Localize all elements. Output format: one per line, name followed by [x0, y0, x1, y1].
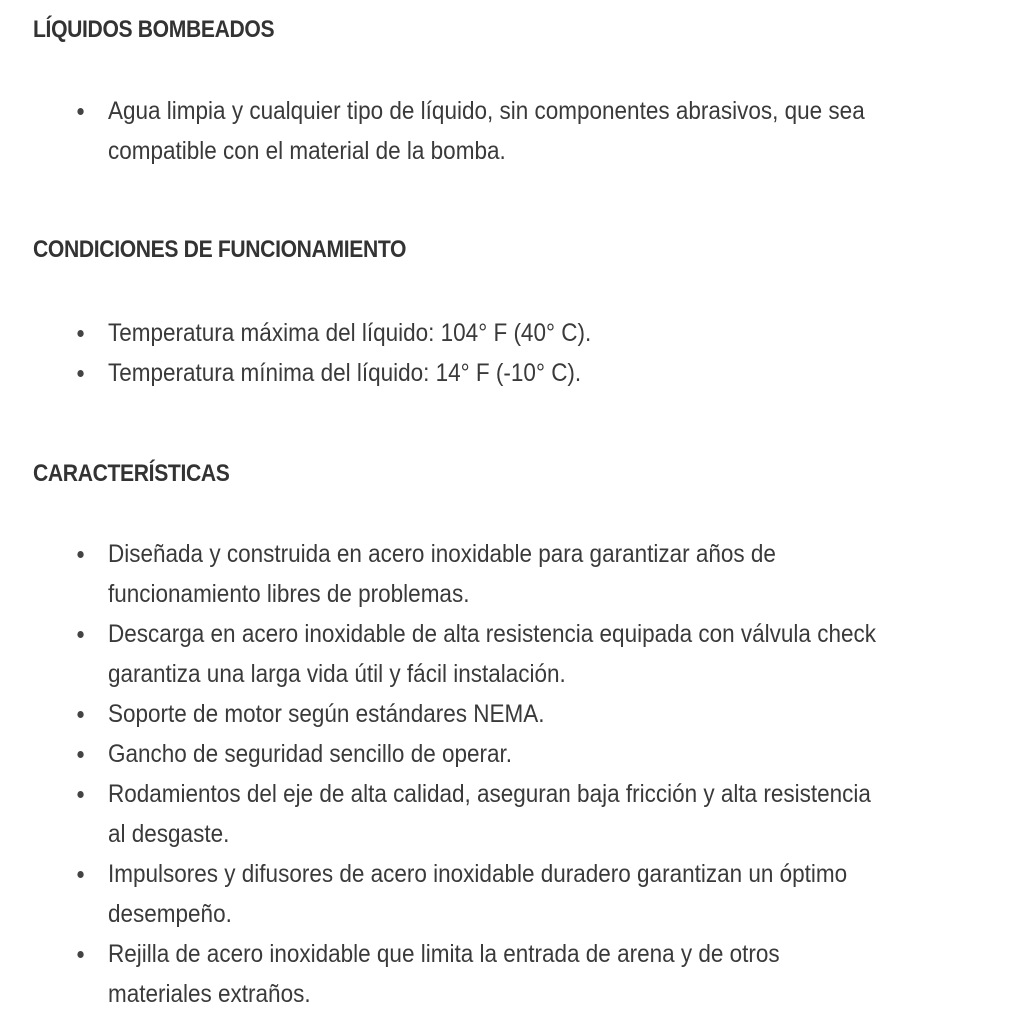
section-heading-caracteristicas: CARACTERÍSTICAS	[33, 460, 230, 487]
bullet-icon	[77, 711, 83, 718]
list-item: Descarga en acero inoxidable de alta resistencia equipada con válvula check garantiza una larga vida útil y fácil instalación.	[0, 614, 882, 694]
list-item: Soporte de motor según estándares NEMA.	[0, 694, 882, 734]
list-item: Gancho de seguridad sencillo de operar.	[0, 734, 882, 774]
bullet-icon	[77, 631, 83, 638]
section-heading-condiciones: CONDICIONES DE FUNCIONAMIENTO	[33, 236, 407, 263]
list-condiciones	[0, 313, 980, 393]
bullet-icon	[77, 751, 83, 758]
list-item: Impulsores y difusores de acero inoxidable duradero garantizan un óptimo desempeño.	[0, 854, 882, 934]
list-caracteristicas	[0, 534, 980, 1014]
section-heading-liquidos: LÍQUIDOS BOMBEADOS	[33, 16, 275, 43]
list-item: Temperatura máxima del líquido: 104° F (40° C).	[0, 313, 882, 353]
bullet-icon	[77, 551, 83, 558]
bullet-icon	[77, 108, 83, 115]
bullet-icon	[77, 871, 83, 878]
list-item: Rodamientos del eje de alta calidad, aseguran baja fricción y alta resistencia al desgaste.	[0, 774, 882, 854]
list-liquidos	[0, 91, 980, 171]
list-item: Temperatura mínima del líquido: 14° F (-10° C).	[0, 353, 882, 393]
bullet-icon	[77, 791, 83, 798]
bullet-icon	[77, 951, 83, 958]
bullet-icon	[77, 330, 83, 337]
list-item: Rejilla de acero inoxidable que limita la entrada de arena y de otros materiales extraños.	[0, 934, 882, 1014]
list-item: Agua limpia y cualquier tipo de líquido, sin componentes abrasivos, que sea compatible con el material de la bomba.	[0, 91, 882, 171]
list-item: Diseñada y construida en acero inoxidable para garantizar años de funcionamiento libres de problemas.	[0, 534, 882, 614]
bullet-icon	[77, 370, 83, 377]
